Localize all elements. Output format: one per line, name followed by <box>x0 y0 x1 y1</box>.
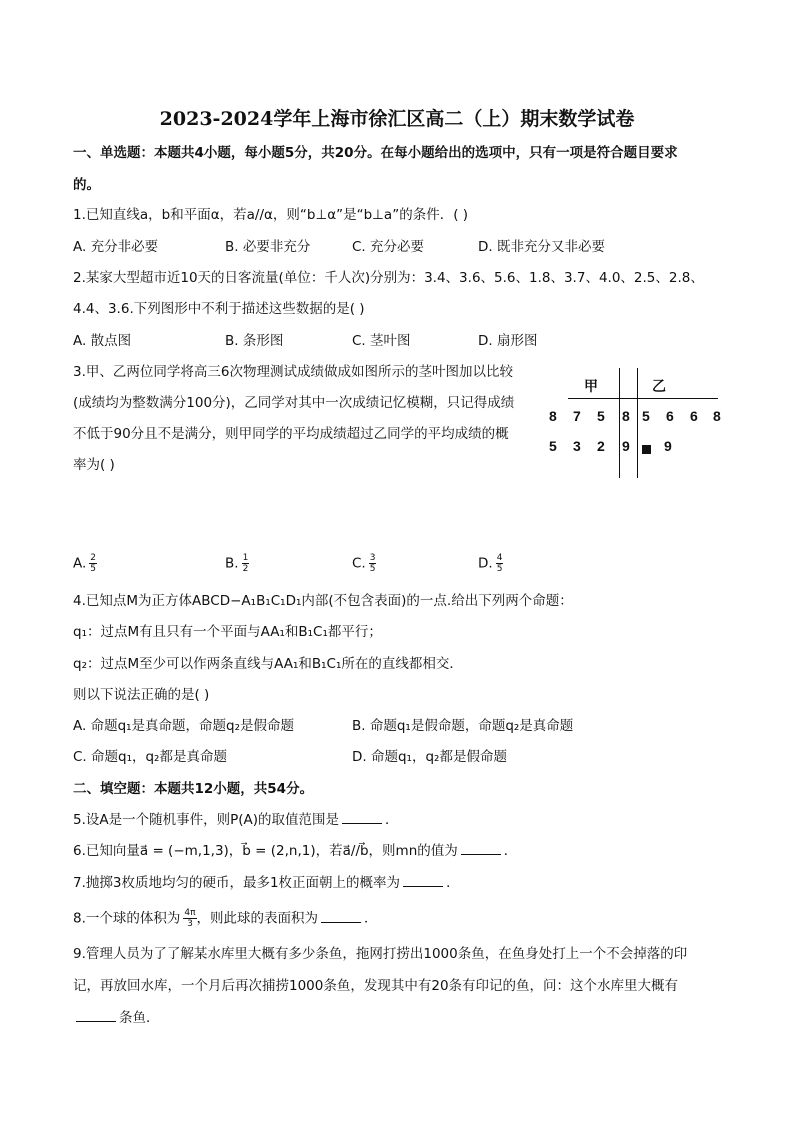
stemleaf-header-left: 甲 <box>584 378 598 394</box>
answer-blank[interactable] <box>461 842 501 855</box>
q6-stem: 6.已知向量a⃗ = (−m,1,3)，b⃗ = (2,n,1)，若a⃗//b⃗，则mn的值为 ． <box>73 843 518 859</box>
stemleaf-leaf: 8 <box>549 408 557 424</box>
q2-option-d: D. 扇形图 <box>478 333 538 349</box>
q7-stem: 7.抛掷3枚质地均匀的硬币，最多1枚正面朝上的概率为 ． <box>73 875 460 891</box>
q3-option-a: A. $\frac{2}{5}$ <box>73 553 97 574</box>
q4-stem-line2: q₁：过点M有且只有一个平面与AA₁和B₁C₁都平行； <box>73 624 382 640</box>
stemleaf-header-right: 乙 <box>652 378 666 394</box>
stemleaf-leaf: 3 <box>573 438 581 454</box>
q1-option-a: A. 充分非必要 <box>73 239 159 255</box>
stemleaf-leaf: 7 <box>573 408 581 424</box>
q1-stem: 1.已知直线a，b和平面α，若a//α，则“b⊥α”是“b⊥a”的条件．( ) <box>73 207 469 223</box>
stemleaf-stem: 8 <box>622 408 630 424</box>
stemleaf-divider-left <box>619 368 620 478</box>
q9-stem-line3: 条鱼． <box>73 1008 160 1028</box>
answer-blank[interactable] <box>76 1009 116 1022</box>
q3-option-b: B. $\frac{1}{2}$ <box>225 553 249 574</box>
answer-blank[interactable] <box>321 910 361 923</box>
stemleaf-leaf: 2 <box>597 438 605 454</box>
answer-blank[interactable] <box>403 874 443 887</box>
q4-option-c: C. 命题q₁，q₂都是真命题 <box>73 749 227 765</box>
q9-stem-line1: 9.管理人员为了了解某水库里大概有多少条鱼，拖网打捞出1000条鱼，在鱼身处打上一个不会掉落的印 <box>73 946 688 962</box>
q2-option-a: A. 散点图 <box>73 333 132 349</box>
q5-stem: 5.设A是一个随机事件，则P(A)的取值范围是 ． <box>73 812 399 828</box>
q2-stem-line1: 2.某家大型超市近10天的日客流量(单位：千人次)分别为：3.4、3.6、5.6、1.8、3.7、4.0、2.5、2.8、 <box>73 270 704 286</box>
q2-option-b: B. 条形图 <box>225 333 284 349</box>
q9-stem-line2: 记，再放回水库，一个月后再次捕捞1000条鱼，发现其中有20条有印记的鱼，问：这个水库里大概有 <box>73 978 679 994</box>
q3-stem-line2: (成绩均为整数满分100分)，乙同学对其中一次成绩记忆模糊，只记得成绩 <box>73 395 515 411</box>
q3-stem-line1: 3.甲、乙两位同学将高三6次物理测试成绩做成如图所示的茎叶图加以比较 <box>73 364 513 380</box>
q3-stem-line3: 不低于90分且不是满分，则甲同学的平均成绩超过乙同学的平均成绩的概 <box>73 426 509 442</box>
section1-heading-line2: 的。 <box>73 177 100 193</box>
stemleaf-leaf: 6 <box>690 408 698 424</box>
q4-option-d: D. 命题q₁，q₂都是假命题 <box>352 749 507 765</box>
q8-stem: 8.一个球的体积为 $\frac{4\pi}{3}$ ，则此球的表面积为 ． <box>73 908 378 929</box>
stemleaf-leaf: 8 <box>713 408 721 424</box>
q1-option-c: C. 充分必要 <box>352 239 425 255</box>
q4-option-b: B. 命题q₁是假命题，命题q₂是真命题 <box>352 718 574 734</box>
stemleaf-leaf: 9 <box>664 438 672 454</box>
q4-stem-line4: 则以下说法正确的是( ) <box>73 687 210 703</box>
q1-option-d: D. 既非充分又非必要 <box>478 239 605 255</box>
answer-blank[interactable] <box>342 811 382 824</box>
unknown-digit-square-icon <box>642 441 651 457</box>
stemleaf-leaf: 5 <box>642 408 650 424</box>
q4-stem-line3: q₂：过点M至少可以作两条直线与AA₁和B₁C₁所在的直线都相交． <box>73 656 463 672</box>
stem-leaf-plot <box>540 368 730 478</box>
stemleaf-leaf: 6 <box>666 408 674 424</box>
stemleaf-leaf: 5 <box>549 438 557 454</box>
section2-heading: 二、填空题：本题共12小题，共54分。 <box>73 781 314 797</box>
q2-option-c: C. 茎叶图 <box>352 333 411 349</box>
q3-option-c: C. $\frac{3}{5}$ <box>352 553 376 574</box>
stemleaf-divider-horizontal <box>568 398 718 399</box>
stemleaf-divider-right <box>637 368 638 478</box>
stemleaf-leaf: 5 <box>597 408 605 424</box>
volume-fraction: $\frac{4\pi}{3}$ <box>184 908 196 929</box>
q4-stem-line1: 4.已知点M为正方体ABCD−A₁B₁C₁D₁内部(不包含表面)的一点.给出下列两个命题： <box>73 593 573 609</box>
section1-heading-line1: 一、单选题：本题共4小题，每小题5分，共20分。在每小题给出的选项中，只有一项是符合题目要求 <box>73 145 678 161</box>
page-title: 2023-2024学年上海市徐汇区高二（上）期末数学试卷 <box>159 108 635 130</box>
q4-option-a: A. 命题q₁是真命题，命题q₂是假命题 <box>73 718 295 734</box>
q3-stem-line4: 率为( ) <box>73 457 115 473</box>
q1-option-b: B. 必要非充分 <box>225 239 311 255</box>
q3-option-d: D. $\frac{4}{5}$ <box>478 553 503 574</box>
q2-stem-line2: 4.4、3.6.下列图形中不利于描述这些数据的是( ) <box>73 301 365 317</box>
stemleaf-stem: 9 <box>622 438 630 454</box>
